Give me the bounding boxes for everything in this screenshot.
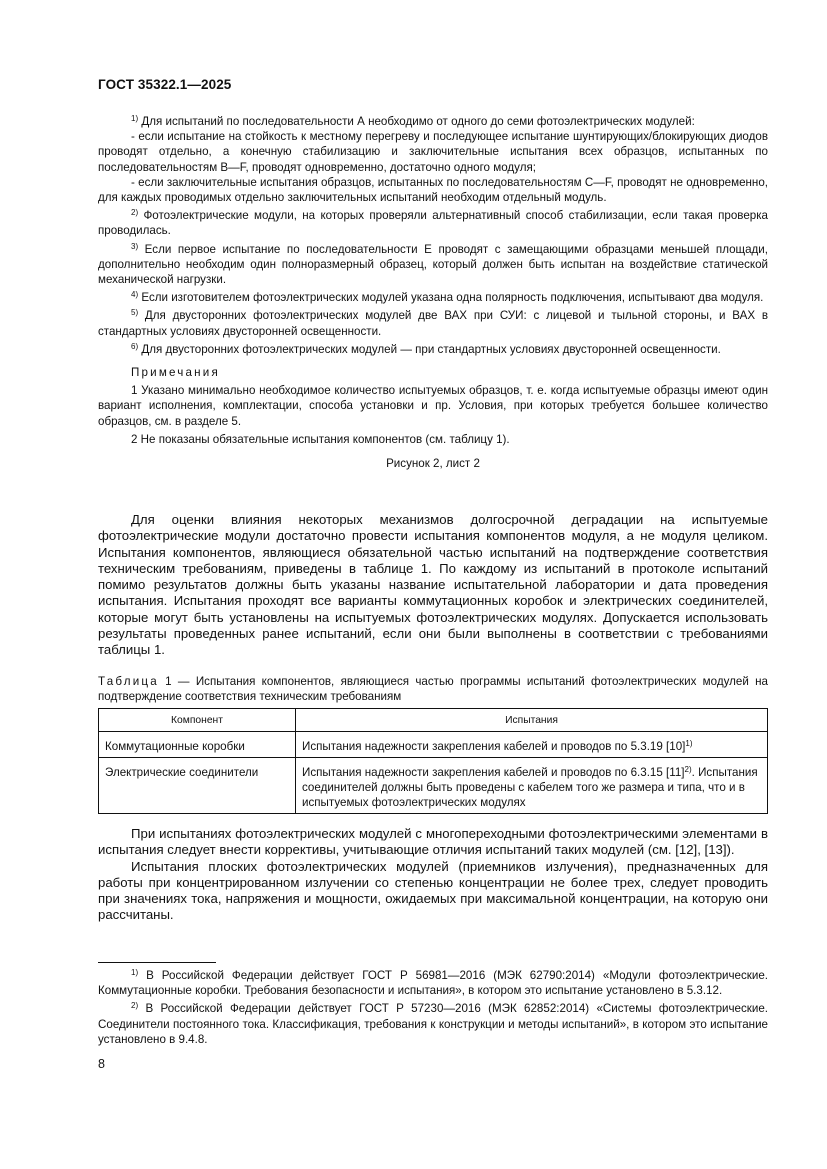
note-4: $^{4)}$ Если изготовителем фотоэлектрических модулей указана одна полярность подключения, испытывают два модуля. (131, 290, 764, 305)
note-marker: 4) (131, 290, 139, 300)
footnote-1: $^{1)}$ В Российской Федерации действует ГОСТ Р 56981—2016 (МЭК 62790:2014) «Модули фотоэлектрические. Коммутационные коробки. Требования безопасности и испытания», в котором это испытание установлено в 5.3.12. (98, 968, 768, 998)
note-6: $^{6)}$ Для двусторонних фотоэлектрических модулей — при стандартных условиях двусторонней освещенности. (131, 341, 721, 356)
remarks-heading: Примечания (131, 366, 220, 380)
remark-1: 1 Указано минимально необходимое количество испытуемых образцов, т. е. когда испытуемые образцы имеют один вариант исполнения, комплектации, способа установки и пр. Условия, при которых требуется большее количество образцов, см. в разделе 5. (98, 384, 768, 428)
main-text (98, 512, 768, 659)
footnote-2: $^{2)}$ В Российской Федерации действует ГОСТ Р 57230—2016 (МЭК 62852:2014) «Системы фотоэлектрические. Соединители постоянного тока. Классификация, требования к конструкции и методы испытаний», в котором это испытание установлено в 9.4.8. (98, 1001, 768, 1046)
figure-caption: Рисунок 2, лист 2 (386, 457, 480, 471)
table-caption: Таблица 1 — Испытания компонентов, являющиеся частью программы испытаний фотоэлектрических модулей на подтверждение соответствия техническим требованиям (98, 675, 768, 703)
component-cell: Электрические соединители (99, 758, 296, 814)
note-marker: 3) (131, 241, 139, 251)
header-tests: Испытания (296, 709, 768, 732)
tests-cell: Испытания надежности закрепления кабелей и проводов по 6.3.15 $[11]^{2)}$. Испытания соединителей должны быть проведены с кабелем того же размера и типа, что и в испытуемых фотоэлектрических модулях (296, 758, 768, 814)
footnote-ref: 1) (685, 739, 693, 748)
note-marker: 6) (131, 341, 139, 351)
body-paragraph: Для оценки влияния некоторых механизмов долгосрочной деградации на испытуемые фотоэлектрические модули достаточно провести испытания компонентов модуля, а не модуля целиком. Испытания компонентов, являющиеся обязательной частью испытаний на подтверждение соответствия техническим требованиям, приведены в таблице 1. По каждому из испытаний в протоколе испытаний помимо результатов должны быть указаны название испытательной лаборатории и дата проведения испытания. Испытания проходят все варианты коммутационных коробок и электрических соединителей, которые могут быть установлены на испытуемых фотоэлектрических модулях. Допускается использовать результаты проведенных ранее испытаний, если они были выполнены в соответствии с требованиями таблицы 1. (98, 512, 768, 658)
body-paragraph-concentrated: Испытания плоских фотоэлектрических модулей (приемников излучения), предназначенных для работы при концентрированном излучении со степенью концентрации не более трех, следует проводить при значениях тока, напряжения и мощности, ожидаемых при максимальной концентрации, на которую они рассчитаны. (98, 858, 768, 923)
tests-cell: Испытания надежности закрепления кабелей и проводов по 5.3.19 $[10]^{1)}$ (296, 732, 768, 758)
footnote-marker: 1) (131, 968, 139, 977)
standard-header: ГОСТ 35322.1—2025 (98, 77, 232, 92)
components-table (98, 708, 768, 814)
table-header-row (99, 709, 768, 732)
note-marker: 5) (131, 308, 139, 318)
figure-notes (98, 114, 768, 483)
component-cell: Коммутационные коробки (99, 732, 296, 758)
table-label: Таблица (98, 675, 159, 688)
page-number: 8 (98, 1057, 105, 1071)
remark-2: 2 Не показаны обязательные испытания компонентов (см. таблицу 1). (131, 432, 510, 446)
table-row (99, 758, 768, 814)
note-marker: 1) (131, 114, 139, 123)
footnote-marker: 2) (131, 1001, 139, 1011)
note-5: $^{5)}$ Для двусторонних фотоэлектрических модулей две ВАХ при СУИ: с лицевой и тыльной стороны, и ВАХ в стандартных условиях двусторонней освещенности. (98, 308, 768, 338)
body-paragraph-multijunction: При испытаниях фотоэлектрических модулей с многопереходными фотоэлектрическими элементами в испытания следует внести коррективы, учитывающие отличия испытаний таких модулей (см. [12], [13]). (98, 826, 768, 858)
note-1-dash-a: - если испытание на стойкость к местному перегреву и последующее испытание шунтирующих/блокирующих диодов проводят отдельно, а конечную стабилизацию и заключительные испытания всех образцов, испытанных по последовательностям B—F, проводят одновременно, достаточно одного модуля; (98, 130, 768, 174)
note-marker: 2) (131, 208, 139, 218)
table-row (99, 732, 768, 758)
note-1-dash-b: - если заключительные испытания образцов, испытанных по последовательностям С—F, проводят не одновременно, для каждых проводимых отдельно заключительных испытаний необходим отдельный модуль. (98, 175, 768, 205)
header-component: Компонент (99, 709, 296, 732)
note-3: $^{3)}$ Если первое испытание по последовательности Е проводят с замещающими образцами меньшей площади, дополнительно необходим один полноразмерный образец, который должен быть испытан на воздействие статической механической нагрузки. (98, 241, 768, 287)
footnotes (98, 968, 768, 1047)
note-2: $^{2)}$ Фотоэлектрические модули, на которых проверяли альтернативный способ стабилизации, если такая проверка проводилась. (98, 208, 768, 238)
footnote-ref: 2) (684, 765, 692, 774)
note-1: $^{1)}$ Для испытаний по последовательности А необходимо от одного до семи фотоэлектрических модулей: (131, 114, 695, 128)
footnote-divider (98, 962, 216, 963)
main-text-continued (98, 826, 768, 924)
